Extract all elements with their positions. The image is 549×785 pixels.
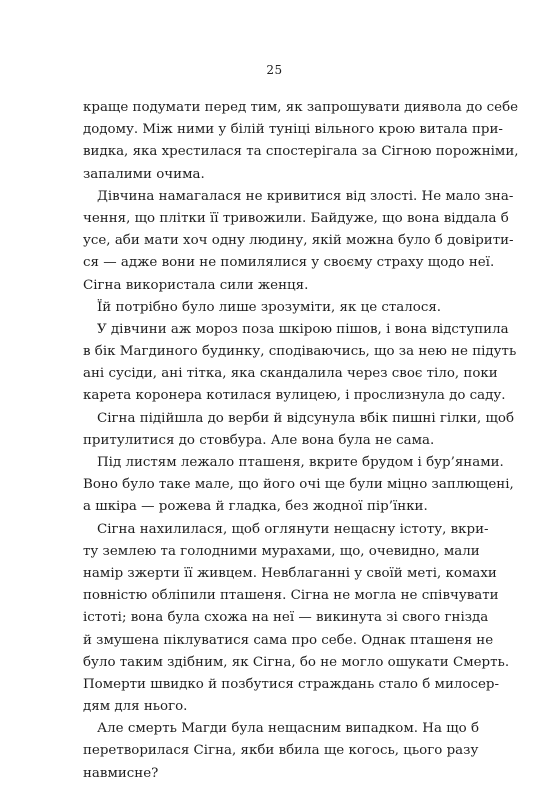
text-line: Сігна нахилилася, щоб оглянути нещасну істоту, вкри- [97,521,489,537]
text-line: ту землею та голодними мурахами, що, очевидно, мали [83,543,480,559]
text-line: дям для нього. [83,699,188,715]
page-number: 25 [266,63,283,77]
text-line: ся — адже вони не помилялися у своєму страху щодо неї. [83,255,495,271]
text-line: притулитися до стовбура. Але вона була не сама. [83,432,435,448]
paragraph [83,718,480,785]
text-line: чення, що плітки її тривожили. Байдуже, що вона віддала б [83,210,509,226]
paragraph [83,408,515,452]
paragraph [83,97,519,186]
text-line: Але смерть Магди була нещасним випадком. На що б [97,721,480,737]
paragraph [83,297,466,319]
text-line: додому. Між ними у білій туніці вільного крою витала при- [83,122,503,138]
text-line: Їй потрібно було лише зрозуміти, як це сталося. [97,299,442,315]
text-line: краще подумати перед тим, як запрошувати диявола до себе [83,100,519,115]
text-line: ані сусіди, ані тітка, яка скандалила через своє тіло, поки [83,366,498,382]
text-line: У дівчини аж мороз поза шкірою пішов, і вона відступила [97,321,509,337]
text-line: істоті; вона була схожа на неї — викинута зі свого гнізда [83,610,489,626]
text-line: видка, яка хрестилася та спостерігала за Сігною порожніми, [83,144,519,160]
text-line: в бік Магдиного будинку, сподіваючись, що за нею не підуть [83,344,517,360]
paragraph [83,186,514,297]
text-line: повністю обліпили пташеня. Сігна не могла не співчувати [83,588,499,604]
text-line: Дівчина намагалася не кривитися від злості. Не мало зна- [97,188,514,204]
text-line: навмисне? [83,765,159,781]
text-line: Сігна підійшла до верби й відсунула вбік пишні гілки, щоб [97,410,515,426]
text-line: карета коронера котилася вулицею, і прослизнула до саду. [83,388,506,404]
text-line: й змушена піклуватися сама про себе. Однак пташеня не [83,632,494,648]
text-line: Воно було таке мале, що його очі ще були міцно заплющені, [83,477,514,493]
body-text [83,97,519,785]
text-line: перетворилася Сігна, якби вбила ще когось, цього разу [83,743,479,759]
paragraph [83,519,510,719]
text-line: намір зжерти її живцем. Невблаганні у своїй меті, комахи [83,565,497,581]
paragraph [83,319,517,408]
paragraph [83,452,514,519]
text-line: а шкіра — рожева й гладка, без жодної пір’їнки. [83,499,428,515]
text-line: Померти швидко й позбутися страждань стало б милосер- [83,676,499,692]
text-line: було таким здібним, як Сігна, бо не могло ошукати Смерть. [83,654,510,670]
text-line: запалими очима. [83,166,205,182]
text-line: усе, аби мати хоч одну людину, якій можна було б довірити- [83,233,514,249]
text-line: Під листям лежало пташеня, вкрите брудом і бур’янами. [97,455,504,470]
text-line: Сігна використала сили женця. [83,277,309,293]
